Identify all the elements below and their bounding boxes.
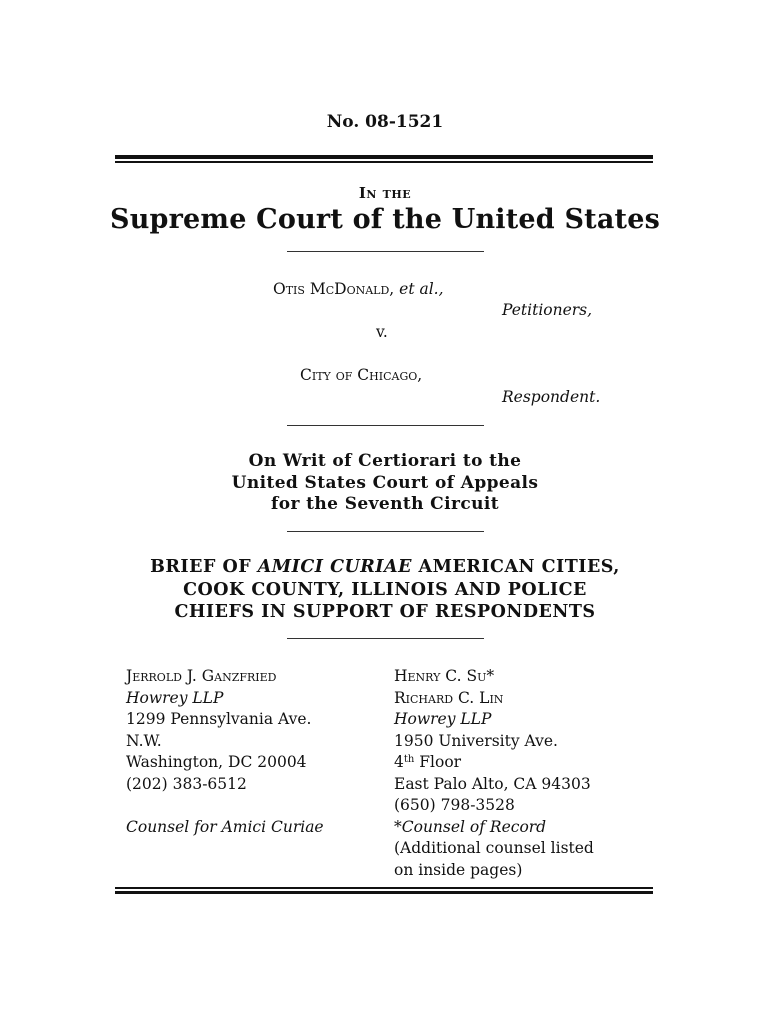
additional-counsel-note-2: on inside pages) — [394, 860, 523, 879]
counsel-left-role-text: Counsel for Amici Curiae — [126, 817, 324, 836]
counsel-right-phone: (650) 798-3528 — [394, 796, 515, 814]
respondent-name: City of Chicago, — [300, 366, 423, 384]
counsel-left-name: Jerrold J. Ganzfried — [126, 667, 277, 685]
divider-2 — [287, 425, 484, 426]
divider-3 — [287, 531, 484, 532]
writ-line-1: On Writ of Certiorari to the — [248, 451, 522, 471]
floor-suffix: th — [403, 754, 415, 765]
counsel-left-role — [126, 817, 324, 839]
additional-counsel-note-1: (Additional counsel listed — [394, 839, 594, 857]
court-name: Supreme Court of the United States — [110, 204, 660, 235]
counsel-right-firm: Howrey LLP — [394, 710, 492, 728]
counsel-right-name-1: Henry C. Su* — [394, 667, 495, 685]
petitioner-etal: et al., — [399, 280, 444, 298]
writ-block — [0, 451, 770, 516]
divider-4 — [287, 638, 484, 639]
bottom-double-rule — [115, 887, 653, 894]
counsel-left-firm: Howrey LLP — [126, 688, 224, 707]
floor-number: 4 — [394, 753, 404, 771]
counsel-right — [394, 666, 594, 881]
counsel-left-phone: (202) 383-6512 — [126, 774, 247, 793]
brief-title-line-1 — [0, 556, 770, 579]
brief-title-line-3: CHIEFS IN SUPPORT OF RESPONDENTS — [174, 602, 596, 622]
brief-title — [0, 556, 770, 624]
counsel-left-address-2: N.W. — [126, 731, 162, 750]
counsel-of-record: *Counsel of Record — [394, 817, 547, 836]
brief-title-amici: AMICI CURIAE — [257, 557, 412, 577]
floor-word: Floor — [414, 753, 462, 771]
brief-title-prefix: BRIEF OF — [150, 557, 258, 577]
versus: v. — [376, 323, 388, 341]
in-the-heading: In the — [358, 184, 412, 202]
divider-1 — [287, 251, 484, 252]
top-double-rule — [115, 155, 653, 163]
petitioner-role: Petitioners, — [502, 301, 593, 319]
docket-number: No. 08-1521 — [326, 112, 444, 132]
counsel-right-address-1: 1950 University Ave. — [394, 731, 558, 750]
writ-line-2: United States Court of Appeals — [231, 472, 539, 493]
brief-title-suffix: AMERICAN CITIES, — [411, 557, 620, 577]
petitioner-line — [273, 280, 444, 298]
respondent-role: Respondent. — [502, 388, 601, 406]
counsel-right-city: East Palo Alto, CA 94303 — [394, 774, 591, 793]
counsel-left-address-1: 1299 Pennsylvania Ave. — [126, 710, 312, 728]
petitioner-name: Otis McDonald, — [273, 280, 395, 298]
counsel-right-name-2: Richard C. Lin — [394, 688, 504, 707]
counsel-left-city: Washington, DC 20004 — [126, 753, 307, 771]
counsel-right-floor — [394, 752, 594, 774]
writ-line-3: for the Seventh Circuit — [271, 494, 499, 514]
counsel-left — [126, 666, 324, 838]
brief-title-line-2: COOK COUNTY, ILLINOIS AND POLICE — [183, 579, 587, 600]
